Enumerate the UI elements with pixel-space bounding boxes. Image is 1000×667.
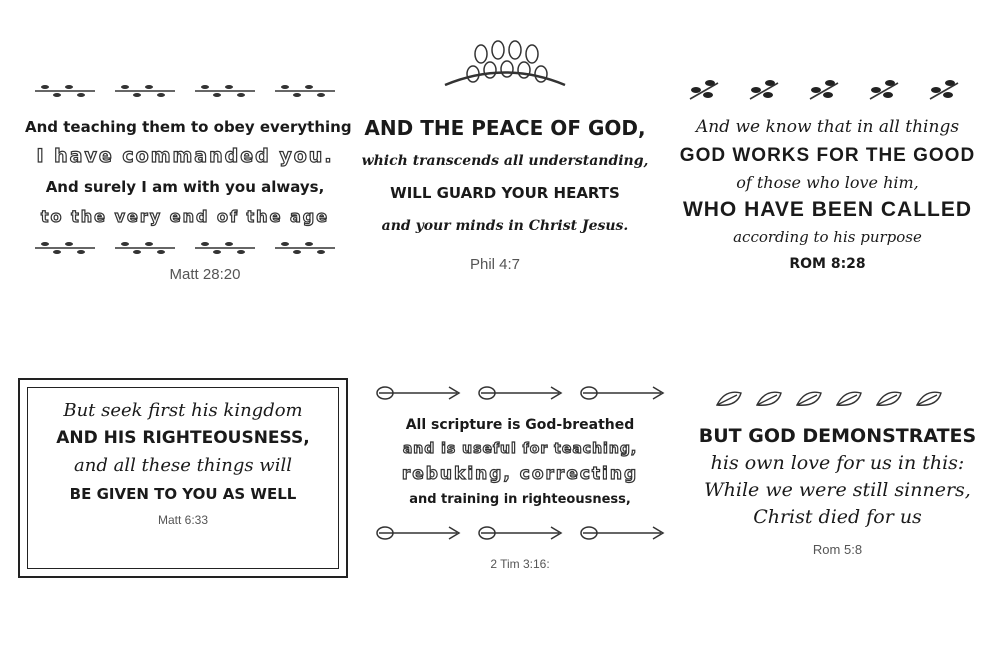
- verse-line: And we know that in all things: [695, 117, 960, 137]
- verse-line: rebuking, correcting: [401, 464, 639, 484]
- arrow-border-bottom: [365, 522, 675, 544]
- verse-reference: Matt 28:20: [169, 266, 241, 283]
- verse-card-rom-8-28: [670, 75, 985, 271]
- verse-card-rom-5-8: [685, 385, 990, 556]
- verse-line: But seek first his kingdom: [63, 400, 303, 421]
- leaf-row-border: [685, 385, 990, 413]
- verse-line: and is useful for teaching,: [402, 441, 638, 457]
- verse-line: While we were still sinners,: [704, 479, 971, 501]
- verse-line: AND HIS RIGHTEOUSNESS,: [56, 428, 310, 448]
- verse-reference: Matt 6:33: [157, 513, 209, 527]
- verse-line: to the very end of the age: [40, 207, 330, 226]
- stock-id-watermark: [4, 420, 28, 620]
- verse-line: BUT GOD DEMONSTRATES: [698, 425, 977, 447]
- verse-line: and your minds in Christ Jesus.: [381, 218, 629, 234]
- verse-line: And teaching them to obey everything: [25, 118, 352, 136]
- verse-line: of those who love him,: [736, 173, 919, 192]
- laurel-border-top: [25, 80, 345, 102]
- verse-line: WILL GUARD YOUR HEARTS: [390, 184, 620, 202]
- verse-line: his own love for us in this:: [710, 452, 965, 474]
- verse-line: GOD WORKS FOR THE GOOD: [679, 145, 976, 166]
- verse-line: and training in righteousness,: [409, 492, 631, 507]
- floral-arch-ornament: [355, 40, 655, 90]
- verse-reference: 2 Tim 3:16:: [490, 557, 550, 571]
- verse-card-2-tim-3-16: [365, 382, 675, 570]
- verse-line: which transcends all understanding,: [361, 153, 649, 169]
- laurel-border-bottom: [25, 237, 345, 259]
- verse-line: according to his purpose: [733, 228, 922, 246]
- leaf-sprig-border: [670, 75, 985, 105]
- verse-reference: Rom 5:8: [812, 542, 863, 557]
- verse-line: BE GIVEN TO YOU AS WELL: [69, 485, 297, 503]
- verse-reference: ROM 8:28: [789, 256, 866, 272]
- verse-card-phil-4-7: [355, 40, 655, 272]
- verse-line: I have commanded you.: [36, 145, 334, 167]
- verse-line: And surely I am with you always,: [45, 178, 325, 196]
- inner-frame: [27, 387, 339, 569]
- verse-line: WHO HAVE BEEN CALLED: [682, 198, 973, 221]
- verse-line: Christ died for us: [753, 506, 922, 528]
- arrow-border-top: [365, 382, 675, 404]
- verse-card-matt-6-33: [18, 378, 348, 578]
- verse-line: AND THE PEACE OF GOD,: [364, 116, 646, 140]
- verse-line: All scripture is God-breathed: [405, 417, 635, 433]
- verse-card-matt-28-20: [25, 80, 352, 283]
- verse-line: and all these things will: [74, 455, 292, 476]
- verse-reference: Phil 4:7: [469, 256, 521, 273]
